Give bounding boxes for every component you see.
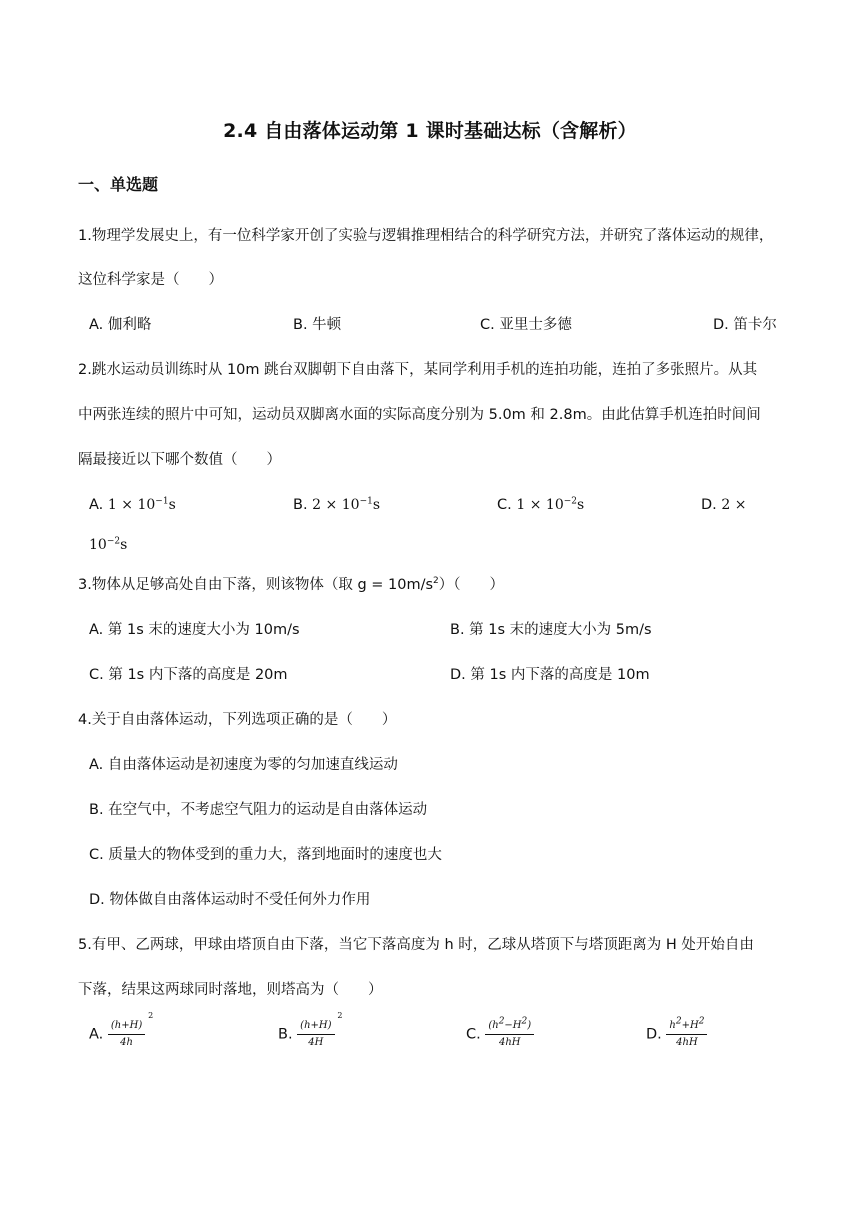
fraction: (h+H) 2 4h [108, 1020, 145, 1049]
q5-option-a: A. (h+H) 2 4h [89, 1011, 154, 1048]
q4-option-c: C. 质量大的物体受到的重力大，落到地面时的速度也大 [89, 847, 442, 863]
document-title: 2.4 自由落体运动第 1 课时基础达标（含解析） [223, 120, 637, 142]
q2-option-b: B. $2 \times 10^{-1}s$ [293, 496, 381, 513]
q1-stem-line-2: 这位科学家是（ ） [78, 272, 223, 288]
fraction: $\frac{(h^2-H^2)}{4hH}$ [485, 1020, 534, 1049]
q2-option-c: C. $1 \times 10^{-2}s$ [497, 496, 585, 513]
q2-option-d: D. 2 × [701, 497, 747, 513]
q1-option-b: B. 牛顿 [293, 317, 342, 333]
q2-stem-line-3: 隔最接近以下哪个数值（ ） [78, 452, 281, 468]
q1-option-d: D. 笛卡尔 [713, 317, 777, 333]
q5-option-d: D. $\frac{h^2+H^2}{4hH}$ [646, 1020, 707, 1049]
q5-option-b: B. (h+H) 2 4H [278, 1011, 343, 1048]
q3-option-d: D. 第 1s 内下落的高度是 10m [450, 667, 650, 683]
q4-option-d: D. 物体做自由落体运动时不受任何外力作用 [89, 892, 371, 908]
q3-stem: 3.物体从足够高处自由下落，则该物体（取 $g = 10m/s^2$）（ ） [78, 576, 505, 593]
q3-option-c: C. 第 1s 内下落的高度是 20m [89, 667, 288, 683]
q1-option-a: A. 伽利略 [89, 317, 152, 333]
section-heading: 一、单选题 [78, 175, 159, 194]
q2-stem-line-2: 中两张连续的照片中可知，运动员双脚离水面的实际高度分别为 5.0m 和 2.8m。由此估算手机连拍时间间 [78, 407, 761, 423]
q3-option-b: B. 第 1s 末的速度大小为 5m/s [450, 622, 652, 638]
q3-option-a: A. 第 1s 末的速度大小为 10m/s [89, 622, 300, 638]
q1-stem-line-1: 1.物理学发展史上，有一位科学家开创了实验与逻辑推理相结合的科学研究方法，并研究了落体运动的规律， [78, 228, 774, 244]
fraction: (h+H) 2 4H [297, 1020, 334, 1049]
q5-stem-line-2: 下落，结果这两球同时落地，则塔高为（ ） [78, 982, 383, 998]
q4-option-a: A. 自由落体运动是初速度为零的匀加速直线运动 [89, 757, 398, 773]
q1-option-c: C. 亚里士多德 [480, 317, 572, 333]
q4-stem: 4.关于自由落体运动，下列选项正确的是（ ） [78, 712, 397, 728]
q2-option-a: A. $1 \times 10^{-1}s$ [89, 496, 176, 513]
q2-stem-line-1: 2.跳水运动员训练时从 10m 跳台双脚朝下自由落下，某同学利用手机的连拍功能，连拍了多张照片。从其 [78, 362, 758, 378]
fraction: $\frac{h^2+H^2}{4hH}$ [666, 1020, 707, 1049]
q2-option-d-continued: $10^{-2}s$ [89, 536, 128, 553]
q5-option-c: C. $\frac{(h^2-H^2)}{4hH}$ [466, 1020, 534, 1049]
q4-option-b: B. 在空气中，不考虑空气阻力的运动是自由落体运动 [89, 802, 428, 818]
q5-stem-line-1: 5.有甲、乙两球，甲球由塔顶自由下落，当它下落高度为 h 时，乙球从塔顶下与塔顶距离为 H 处开始自由 [78, 937, 754, 953]
